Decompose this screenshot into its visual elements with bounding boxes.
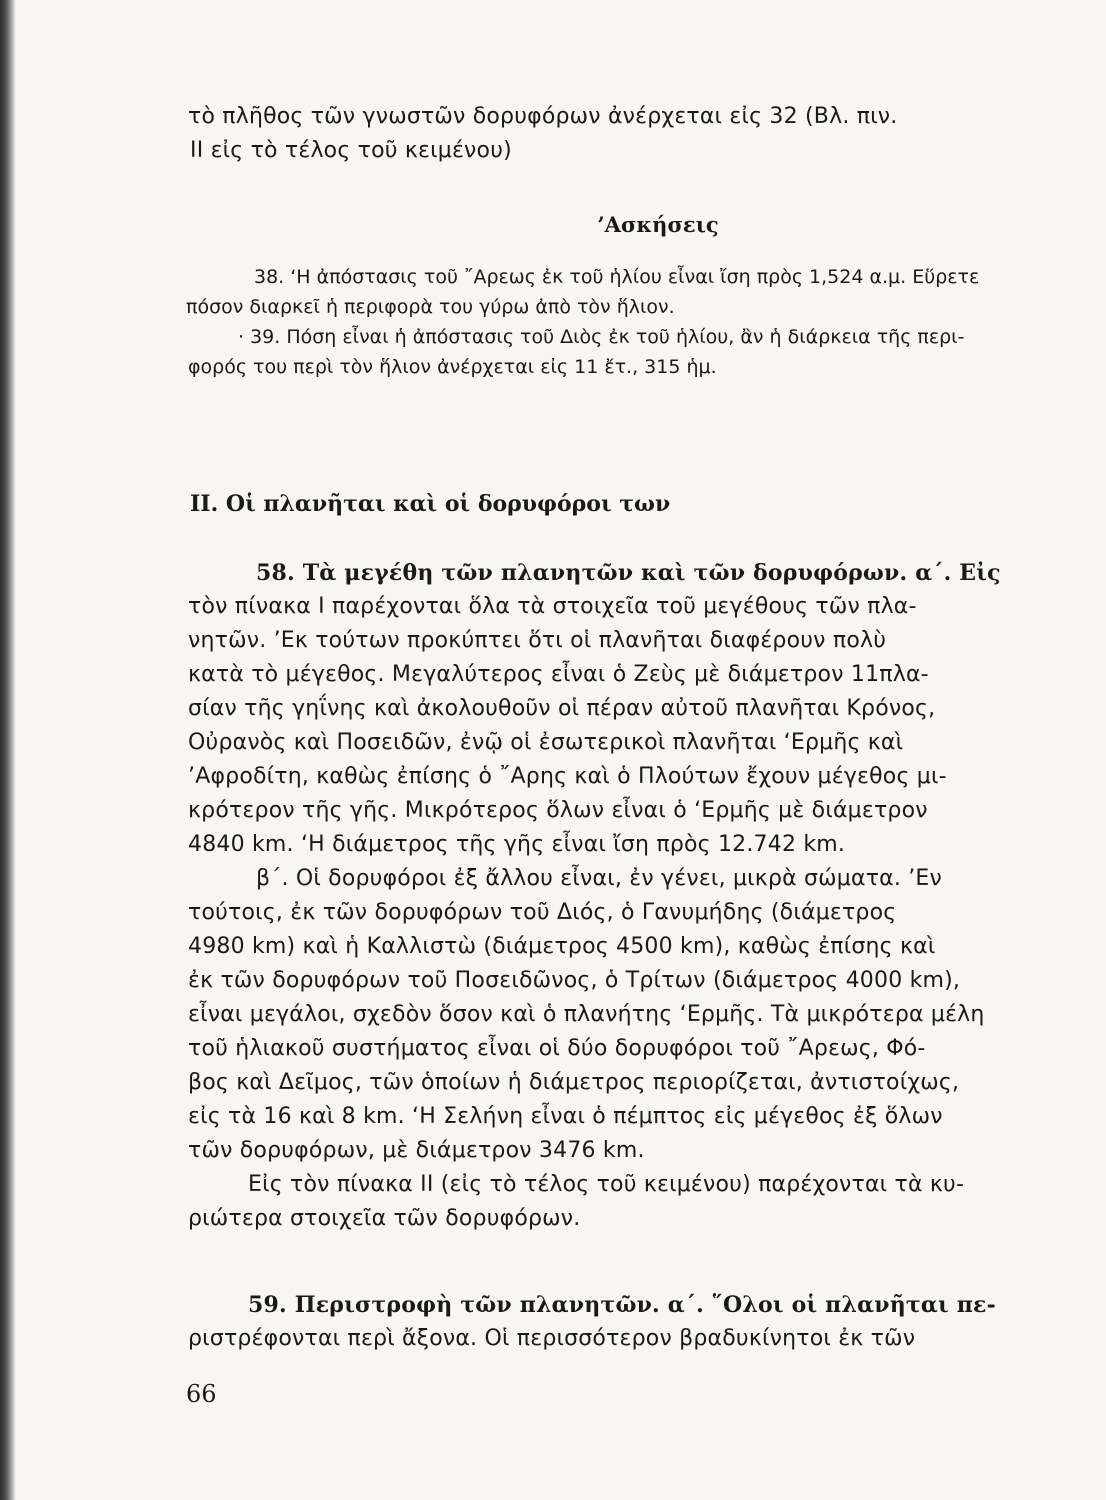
text-line: 4980 km) καὶ ἡ Καλλιστὼ (διάμετρος 4500 km), καθὼς ἐπίσης καὶ — [188, 934, 936, 959]
text-line: νητῶν. ’Εκ τούτων προκύπτει ὅτι οἱ πλανῆται διαφέρουν πολὺ — [188, 628, 887, 653]
exercise-line: 38. ‘Η ἀπόστασις τοῦ ῎Αρεως ἐκ τοῦ ἡλίου εἶναι ἴση πρὸς 1,524 α.μ. Εὕρετε — [254, 266, 980, 288]
text-line: ἐκ τῶν δορυφόρων τοῦ Ποσειδῶνος, ὁ Τρίτων (διάμετρος 4000 km), — [188, 968, 961, 993]
exercises-heading: ’Ασκήσεις — [597, 212, 719, 237]
page-binding-shadow — [0, 0, 16, 1500]
text-line: ριώτερα στοιχεῖα τῶν δορυφόρων. — [188, 1206, 581, 1231]
paragraph-59-title-line: 59. Περιστροφὴ τῶν πλανητῶν. α΄. ῞Ολοι οἱ πλανῆται πε- — [248, 1292, 996, 1318]
text-line: βος καὶ Δεῖμος, τῶν ὁποίων ἡ διάμετρος περιορίζεται, ἀντιστοίχως, — [188, 1070, 960, 1095]
text-line: β΄. Οἱ δορυφόροι ἐξ ἄλλου εἶναι, ἐν γένει, μικρὰ σώματα. ’Εν — [256, 866, 943, 891]
paragraph-58-title-line: 58. Τὰ μεγέθη τῶν πλανητῶν καὶ τῶν δορυφόρων. α΄. Εἰς — [256, 560, 1001, 586]
text-line: Οὐρανὸς καὶ Ποσειδῶν, ἐνῷ οἱ ἐσωτερικοὶ πλανῆται ‘Ερμῆς καὶ — [188, 730, 904, 755]
text-line: τὸ πλῆθος τῶν γνωστῶν δορυφόρων ἀνέρχεται εἰς 32 (Βλ. πιν. — [188, 104, 898, 129]
text-line: τοῦ ἡλιακοῦ συστήματος εἶναι οἱ δύο δορυφόροι τοῦ ῎Αρεως, Φό- — [188, 1036, 926, 1061]
text-line: κρότερον τῆς γῆς. Μικρότερος ὅλων εἶναι ὁ ‘Ερμῆς μὲ διάμετρον — [188, 798, 928, 823]
section-heading: ΙΙ. Οἱ πλανῆται καὶ οἱ δορυφόροι των — [190, 491, 671, 517]
text-line: εἶναι μεγάλοι, σχεδὸν ὅσον καὶ ὁ πλανήτης ‘Ερμῆς. Τὰ μικρότερα μέλη — [188, 1002, 985, 1027]
text-line: σίαν τῆς γηΐνης καὶ ἀκολουθοῦν οἱ πέραν αὐτοῦ πλανῆται Κρόνος, — [188, 696, 936, 721]
text-line: κατὰ τὸ μέγεθος. Μεγαλύτερος εἶναι ὁ Ζεὺς μὲ διάμετρον 11πλα- — [188, 662, 929, 687]
exercise-line: πόσον διαρκεῖ ἡ περιφορὰ του γύρω ἀπὸ τὸν ἥλιον. — [186, 296, 675, 318]
text-line: εἰς τὰ 16 καὶ 8 km. ‘Η Σελήνη εἶναι ὁ πέμπτος εἰς μέγεθος ἐξ ὅλων — [188, 1104, 943, 1129]
text-line: ριστρέφονται περὶ ἄξονα. Οἱ περισσότερον βραδυκίνητοι ἐκ τῶν — [188, 1326, 916, 1351]
exercise-line: φορός του περὶ τὸν ἥλιον ἀνέρχεται εἰς 11 ἔτ., 315 ἡμ. — [188, 356, 717, 378]
text-line: ’Αφροδίτη, καθὼς ἐπίσης ὁ ῎Αρης καὶ ὁ Πλούτων ἔχουν μέγεθος μι- — [188, 764, 947, 789]
text-line: τῶν δορυφόρων, μὲ διάμετρον 3476 km. — [188, 1138, 645, 1163]
text-line: τὸν πίνακα Ι παρέχονται ὅλα τὰ στοιχεῖα τοῦ μεγέθους τῶν πλα- — [188, 594, 917, 619]
paragraph-58 — [188, 556, 1048, 1236]
text-line: 4840 km. ‘Η διάμετρος τῆς γῆς εἶναι ἴση πρὸς 12.742 km. — [188, 832, 846, 857]
exercise-line: · 39. Πόση εἶναι ἡ ἀπόστασις τοῦ Διὸς ἐκ τοῦ ἡλίου, ἂν ἡ διάρκεια τῆς περι- — [238, 326, 965, 348]
intro-text — [188, 100, 1048, 168]
text-line: Εἰς τὸν πίνακα ΙΙ (εἰς τὸ τέλος τοῦ κειμένου) παρέχονται τὰ κυ- — [248, 1172, 965, 1197]
text-line: ΙΙ εἰς τὸ τέλος τοῦ κειμένου) — [190, 138, 512, 163]
text-line: τούτοις, ἐκ τῶν δορυφόρων τοῦ Διός, ὁ Γανυμήδης (διάμετρος — [188, 900, 897, 925]
paragraph-59 — [188, 1288, 1048, 1356]
page-number: 66 — [186, 1380, 217, 1408]
exercises-text — [188, 262, 1048, 382]
